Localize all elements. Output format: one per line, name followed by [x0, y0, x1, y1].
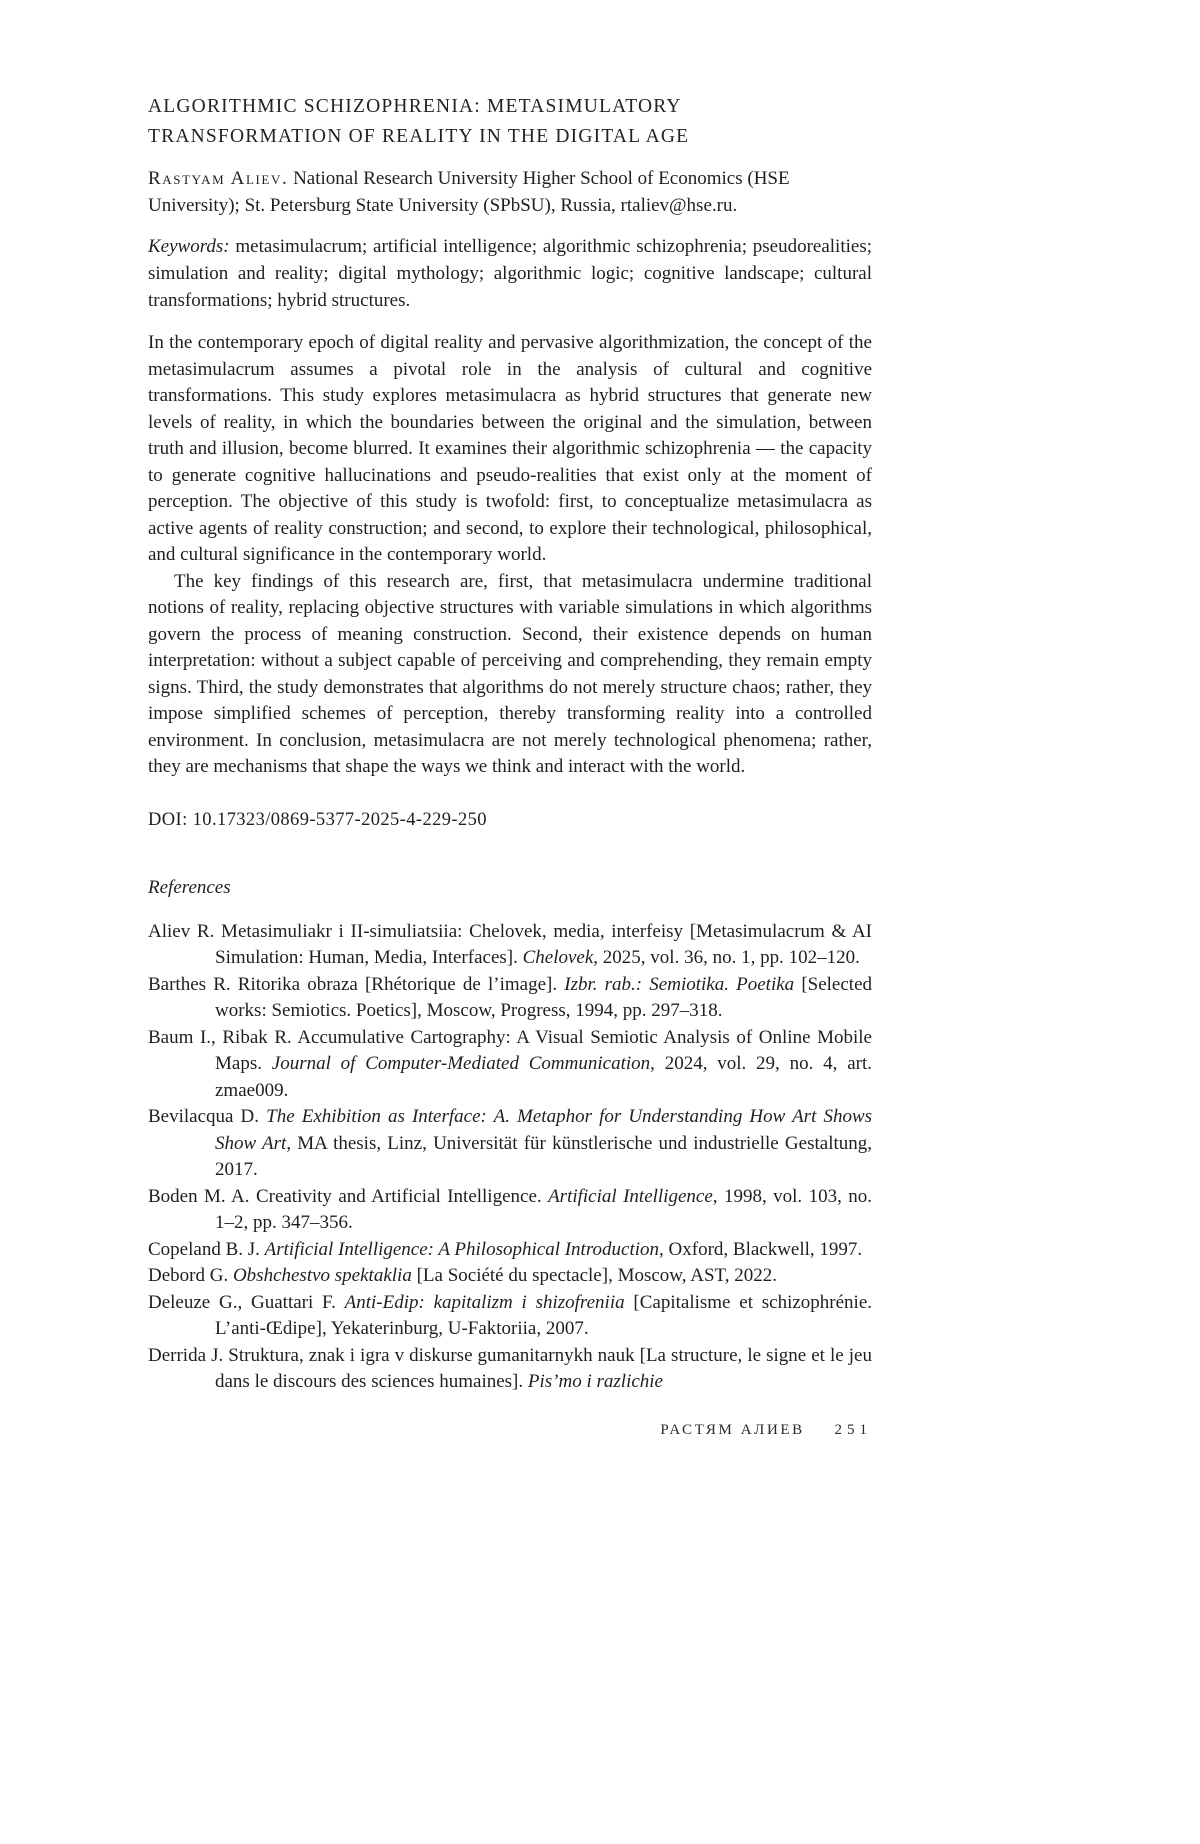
references-list: [148, 919, 872, 1396]
keywords-paragraph: Keywords: metasimulacrum; artificial intelligence; algorithmic schizophrenia; pseudorealities; simulation and reality; digital mythology; algorithmic logic; cognitive landscape; cultural transformations; hybrid structures.: [148, 236, 872, 311]
article-title: ALGORITHMIC SCHIZOPHRENIA: METASIMULATORY TRANSFORMATION OF REALITY IN THE DIGITAL AGE: [148, 96, 690, 147]
references-heading: References: [148, 876, 231, 898]
reference-item: Barthes R. Ritorika obraza [Rhétorique de l’image]. Izbr. rab.: Semiotika. Poetika [Selected works: Semiotics. Poetics], Moscow, Progress, 1994, pp. 297–318.: [148, 973, 872, 1021]
abstract-paragraph-1: In the contemporary epoch of digital reality and pervasive algorithmization, the concept of the metasimulacrum assumes a pivotal role in the analysis of cultural and cognitive transformations. This study explores metasimulacra as hybrid structures that generate new levels of reality, in which the boundaries between the original and the simulation, between truth and illusion, become blurred. It examines their algorithmic schizophrenia — the capacity to generate cognitive hallucinations and pseudo-realities that exist only at the moment of perception. The objective of this study is twofold: first, to conceptualize metasimulacra as active agents of reality construction; and second, to explore their technological, philosophical, and cultural significance in the contemporary world.: [148, 332, 872, 565]
doi-line: DOI: 10.17323/0869-5377-2025-4-229-250: [148, 809, 487, 830]
reference-item: Derrida J. Struktura, znak i igra v diskurse gumanitarnykh nauk [La structure, le signe et le jeu dans le discours des sciences humaines]. Pis’mo i razlichie: [148, 1344, 872, 1392]
reference-item: Copeland B. J. Artificial Intelligence: A Philosophical Introduction, Oxford, Blackwell, 1997.: [148, 1238, 863, 1260]
article-content: [148, 92, 872, 1396]
reference-item: Boden M. A. Creativity and Artificial Intelligence. Artificial Intelligence, 1998, vol. 103, no. 1–2, pp. 347–356.: [148, 1185, 873, 1233]
reference-item: Bevilacqua D. The Exhibition as Interface: A. Metaphor for Understanding How Art Shows Show Art, MA thesis, Linz, Universität für künstlerische und industrielle Gestaltung, 2017.: [148, 1106, 873, 1180]
footer-page-number: 251: [834, 1422, 872, 1438]
reference-item: Debord G. Obshchestvo spektaklia [La Société du spectacle], Moscow, AST, 2022.: [148, 1265, 777, 1286]
footer-running-author: РАСТЯМ АЛИЕВ: [660, 1422, 805, 1438]
reference-item: Baum I., Ribak R. Accumulative Cartography: A Visual Semiotic Analysis of Online Mobile Maps. Journal of Computer-Mediated Communication, 2024, vol. 29, no. 4, art. zmae009.: [148, 1026, 872, 1101]
abstract-paragraph-2: The key findings of this research are, first, that metasimulacra undermine traditional notions of reality, replacing objective structures with variable simulations in which algorithms govern the process of meaning construction. Second, their existence depends on human interpretation: without a subject capable of perceiving and comprehending, they remain empty signs. Third, the study demonstrates that algorithms do not merely structure chaos; rather, they impose simplified schemes of perception, thereby transforming reality into a controlled environment. In conclusion, metasimulacra are not merely technological phenomena; rather, they are mechanisms that shape the ways we think and interact with the world.: [148, 570, 872, 777]
author-affiliation-line: Rastyam Aliev. National Research University Higher School of Economics (HSE University); St. Petersburg State University (SPbSU), Russia, rtaliev@hse.ru.: [148, 168, 790, 216]
page-footer: [660, 1420, 872, 1440]
reference-item: Aliev R. Metasimuliakr i II-simuliatsiia: Chelovek, media, interfeisy [Metasimulacrum & AI Simulation: Human, Media, Interfaces]. Chelovek, 2025, vol. 36, no. 1, pp. 102–120.: [148, 920, 872, 968]
reference-item: Deleuze G., Guattari F. Anti-Edip: kapitalizm i shizofreniia [Capitalisme et schizophrénie. L’anti-Œdipe], Yekaterinburg, U-Faktoriia, 2007.: [148, 1291, 873, 1339]
